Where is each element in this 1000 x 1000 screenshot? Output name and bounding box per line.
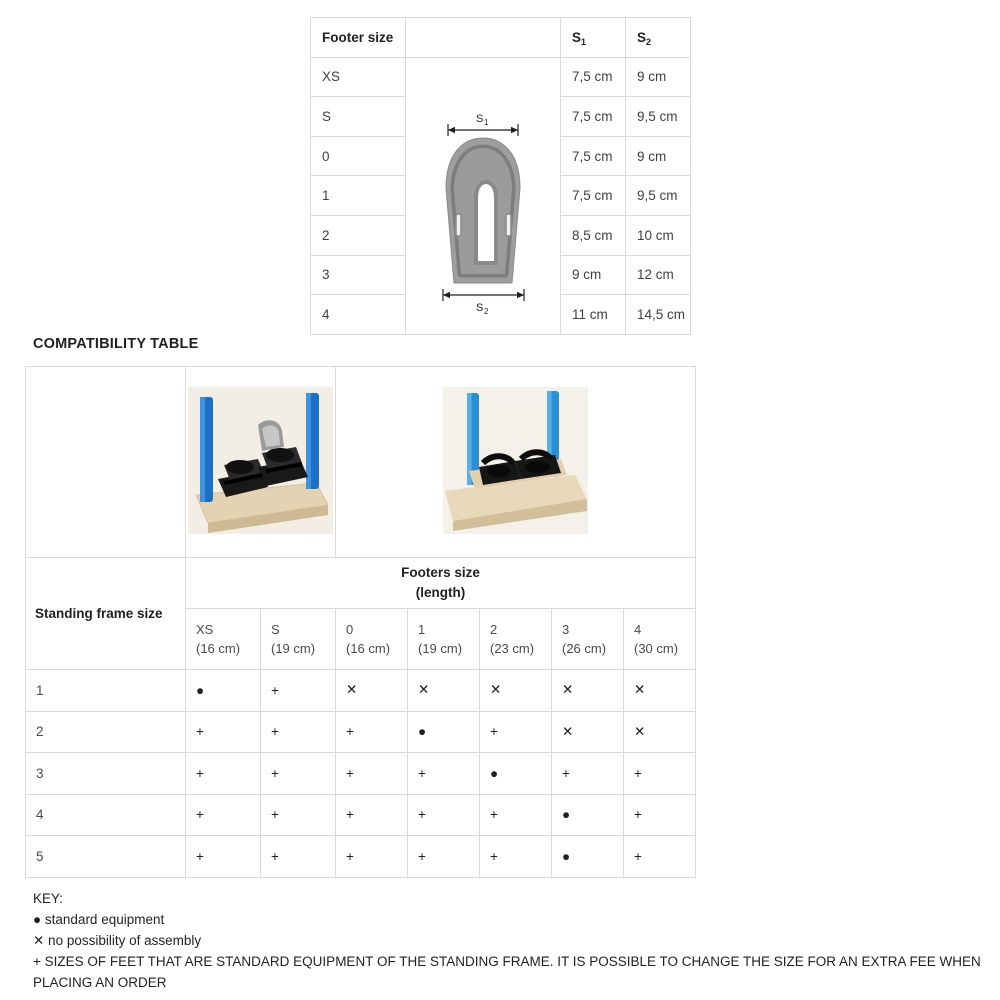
row-label: 5 [26, 836, 186, 878]
cell-mark: ✕ [624, 670, 696, 712]
footers-size-line2: (length) [415, 585, 466, 600]
cell-s2: 9 cm [626, 57, 691, 97]
cell-mark: + [261, 753, 336, 795]
table-row [26, 794, 696, 836]
key-title: KEY: [33, 891, 64, 906]
photo-cell-a [186, 367, 336, 558]
cell-mark: ✕ [336, 670, 408, 712]
size-header-xs-length: (16 cm) [196, 641, 241, 656]
cell-mark: + [186, 836, 261, 878]
size-header-1 [408, 609, 480, 670]
footers-size-line1: Footers size [401, 565, 480, 581]
photo-row [26, 367, 696, 558]
size-header-4 [624, 609, 696, 670]
cell-mark: + [408, 753, 480, 795]
cell-s1: 7,5 cm [561, 97, 626, 137]
cell-size: 2 [311, 215, 406, 255]
compatibility-table-heading: COMPATIBILITY TABLE [33, 336, 199, 352]
header-s2-sub: 2 [646, 36, 652, 47]
cell-size: 4 [311, 295, 406, 335]
cell-size: S [311, 97, 406, 137]
svg-text:S: S [476, 301, 484, 314]
header-s1-sub: 1 [581, 36, 587, 47]
svg-text:1: 1 [484, 117, 489, 127]
size-header-3-length: (26 cm) [562, 641, 607, 656]
compatibility-table [25, 366, 696, 878]
cell-s1: 11 cm [561, 295, 626, 335]
cell-s2: 9,5 cm [626, 97, 691, 137]
cell-mark: + [336, 836, 408, 878]
svg-text:S: S [476, 112, 484, 125]
row-label: 1 [26, 670, 186, 712]
standing-frame-size-label [26, 558, 186, 670]
size-header-1-length: (19 cm) [418, 641, 463, 656]
cell-s1: 9 cm [561, 255, 626, 295]
cell-mark: + [336, 711, 408, 753]
table-row [26, 711, 696, 753]
cell-mark: + [261, 836, 336, 878]
cell-s2: 10 cm [626, 215, 691, 255]
cell-mark: + [480, 794, 552, 836]
cell-size: XS [311, 57, 406, 97]
row-label: 3 [26, 753, 186, 795]
cell-s2: 14,5 cm [626, 295, 691, 335]
header-s2 [626, 18, 691, 58]
size-header-1-size: 1 [418, 621, 426, 637]
size-header-s [261, 609, 336, 670]
cell-s1: 7,5 cm [561, 176, 626, 216]
table-row [311, 57, 691, 97]
cell-mark: + [480, 836, 552, 878]
footplates-angled-photo [188, 387, 333, 534]
footplates-front-photo-svg [443, 387, 588, 534]
cell-mark: + [480, 711, 552, 753]
cell-mark: ● [552, 836, 624, 878]
cell-size: 3 [311, 255, 406, 295]
cell-mark: + [336, 753, 408, 795]
standing-frame-size-text: Standing frame size [35, 606, 163, 621]
cell-mark: + [261, 794, 336, 836]
header-image-spacer [406, 18, 561, 58]
cell-mark: ● [186, 670, 261, 712]
row-label: 4 [26, 794, 186, 836]
cell-mark: ● [408, 711, 480, 753]
cell-mark: ✕ [408, 670, 480, 712]
size-header-2-size: 2 [490, 621, 498, 637]
cell-mark: ✕ [624, 711, 696, 753]
header-s2-text: S [637, 29, 647, 45]
key-no-assembly: ✕ no possibility of assembly [33, 933, 202, 949]
header-s1-text: S [572, 29, 582, 45]
table-row [26, 753, 696, 795]
footer-diagram [406, 58, 561, 328]
cell-mark: + [408, 836, 480, 878]
footers-size-header [186, 558, 696, 609]
cell-mark: + [408, 794, 480, 836]
cell-size: 0 [311, 136, 406, 176]
size-header-0-length: (16 cm) [346, 641, 391, 656]
cell-s1: 7,5 cm [561, 136, 626, 176]
table-row [26, 670, 696, 712]
size-header-3-size: 3 [562, 621, 570, 637]
footer-size-table [310, 17, 691, 335]
table-row [26, 836, 696, 878]
cell-mark: ✕ [480, 670, 552, 712]
key-standard-equipment: ● standard equipment [33, 912, 165, 928]
cell-mark: + [624, 753, 696, 795]
footer-diagram-svg [406, 58, 561, 328]
footer-size-table-wrap [310, 17, 690, 335]
footer-diagram-cell [406, 57, 561, 334]
row-label: 2 [26, 711, 186, 753]
cell-mark: + [261, 670, 336, 712]
cell-s2: 9 cm [626, 136, 691, 176]
cell-s1: 7,5 cm [561, 57, 626, 97]
cell-size: 1 [311, 176, 406, 216]
cell-mark: ✕ [552, 670, 624, 712]
key-plus-note: + SIZES OF FEET THAT ARE STANDARD EQUIPMENT OF THE STANDING FRAME. IT IS POSSIBLE TO CHANGE THE SIZE FOR AN EXTRA FEE WHEN PLACING AN ORDER [33, 954, 981, 991]
cell-mark: + [186, 711, 261, 753]
size-header-4-size: 4 [634, 621, 642, 637]
size-header-xs [186, 609, 261, 670]
cell-mark: + [552, 753, 624, 795]
size-header-2-length: (23 cm) [490, 641, 535, 656]
photo-cell-b [336, 367, 696, 558]
footplates-front-photo [443, 387, 588, 534]
cell-mark: + [186, 794, 261, 836]
footers-size-header-row [26, 558, 696, 609]
size-header-s-length: (19 cm) [271, 641, 316, 656]
cell-mark: + [336, 794, 408, 836]
photo-empty-cell [26, 367, 186, 558]
cell-mark: ✕ [552, 711, 624, 753]
size-header-3 [552, 609, 624, 670]
size-header-s-size: S [271, 621, 280, 637]
cell-mark: + [624, 836, 696, 878]
footplates-angled-photo-svg [188, 387, 333, 534]
table-header-row [311, 18, 691, 58]
cell-s1: 8,5 cm [561, 215, 626, 255]
cell-mark: ● [480, 753, 552, 795]
size-header-2 [480, 609, 552, 670]
cell-s2: 12 cm [626, 255, 691, 295]
cell-mark: + [624, 794, 696, 836]
size-header-0-size: 0 [346, 621, 354, 637]
cell-s2: 9,5 cm [626, 176, 691, 216]
cell-mark: ● [552, 794, 624, 836]
cell-mark: + [261, 711, 336, 753]
cell-mark: + [186, 753, 261, 795]
header-s1 [561, 18, 626, 58]
size-header-4-length: (30 cm) [634, 641, 679, 656]
header-footer-size: Footer size [311, 18, 406, 58]
size-header-xs-size: XS [196, 621, 214, 637]
svg-text:2: 2 [484, 306, 489, 316]
size-header-0 [336, 609, 408, 670]
key-legend [33, 888, 993, 993]
